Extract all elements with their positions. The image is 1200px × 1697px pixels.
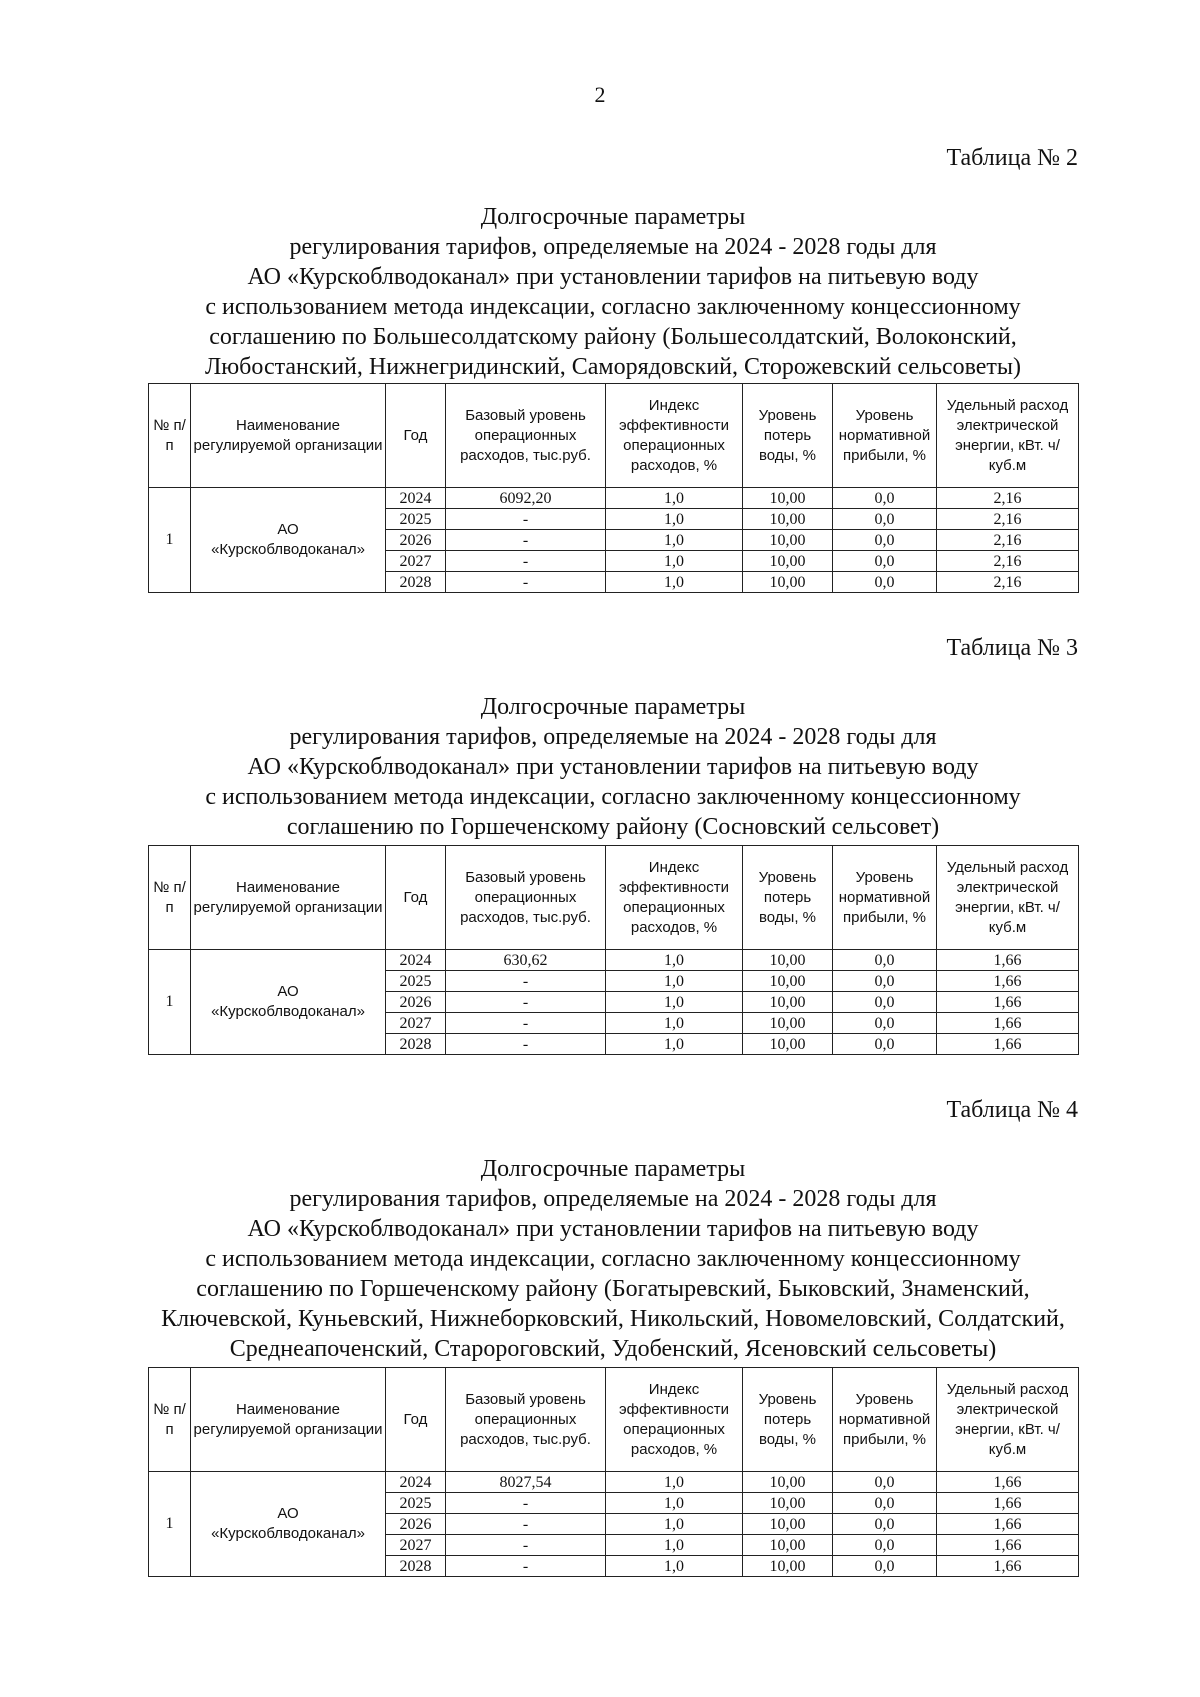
index-cell: 1,0 — [606, 1535, 743, 1556]
loss-cell: 10,00 — [743, 509, 833, 530]
col-header-organization: Наименование регулируемой организации — [191, 1368, 386, 1472]
base-cell: - — [446, 572, 606, 593]
loss-cell: 10,00 — [743, 1535, 833, 1556]
col-header-energy: Удельный расход электрической энергии, кВт. ч/куб.м — [937, 1368, 1079, 1472]
org-line: «Курскоблводоканал» — [211, 1525, 365, 1542]
index-cell: 1,0 — [606, 1514, 743, 1535]
index-cell: 1,0 — [606, 992, 743, 1013]
year-cell: 2026 — [386, 530, 446, 551]
col-header-efficiency-index: Индекс эффективности операционных расходов, % — [606, 384, 743, 488]
index-cell: 1,0 — [606, 971, 743, 992]
page-number: 2 — [594, 82, 606, 107]
table-header-row — [149, 384, 1079, 488]
year-cell: 2028 — [386, 1034, 446, 1055]
row-number: 1 — [149, 488, 191, 593]
org-line: АО — [277, 1505, 299, 1522]
col-header-year: Год — [386, 1368, 446, 1472]
base-cell: - — [446, 1493, 606, 1514]
base-cell: - — [446, 1535, 606, 1556]
parameters-table — [148, 1367, 1079, 1577]
row-number: 1 — [149, 950, 191, 1055]
loss-cell: 10,00 — [743, 488, 833, 509]
col-header-organization: Наименование регулируемой организации — [191, 384, 386, 488]
heading-line: регулирования тарифов, определяемые на 2024 - 2028 годы для — [289, 1186, 937, 1212]
loss-cell: 10,00 — [743, 992, 833, 1013]
year-cell: 2026 — [386, 1514, 446, 1535]
heading-line: АО «Курскоблводоканал» при установлении тарифов на питьевую воду — [247, 264, 979, 290]
profit-cell: 0,0 — [833, 1535, 937, 1556]
col-header-water-loss: Уровень потерь воды, % — [743, 384, 833, 488]
index-cell: 1,0 — [606, 1493, 743, 1514]
table-heading — [98, 1154, 1128, 1364]
profit-cell: 0,0 — [833, 509, 937, 530]
profit-cell: 0,0 — [833, 1034, 937, 1055]
table-header-row — [149, 846, 1079, 950]
energy-cell: 2,16 — [937, 488, 1079, 509]
energy-cell: 2,16 — [937, 551, 1079, 572]
loss-cell: 10,00 — [743, 1556, 833, 1577]
table-label: Таблица № 4 — [946, 1097, 1078, 1123]
year-cell: 2027 — [386, 1535, 446, 1556]
loss-cell: 10,00 — [743, 530, 833, 551]
energy-cell: 2,16 — [937, 572, 1079, 593]
year-cell: 2025 — [386, 971, 446, 992]
table-label: Таблица № 3 — [946, 635, 1078, 661]
year-cell: 2024 — [386, 488, 446, 509]
organization-name — [191, 488, 386, 593]
year-cell: 2026 — [386, 992, 446, 1013]
heading-line: АО «Курскоблводоканал» при установлении тарифов на питьевую воду — [247, 1216, 979, 1242]
index-cell: 1,0 — [606, 1013, 743, 1034]
col-header-year: Год — [386, 384, 446, 488]
base-cell: 6092,20 — [446, 488, 606, 509]
energy-cell: 2,16 — [937, 530, 1079, 551]
base-cell: - — [446, 530, 606, 551]
col-header-profit: Уровень нормативной прибыли, % — [833, 846, 937, 950]
loss-cell: 10,00 — [743, 950, 833, 971]
heading-line: Среднеапоченский, Старороговский, Удобенский, Ясеновский сельсоветы) — [229, 1336, 997, 1362]
energy-cell: 1,66 — [937, 1535, 1079, 1556]
profit-cell: 0,0 — [833, 530, 937, 551]
energy-cell: 2,16 — [937, 509, 1079, 530]
base-cell: - — [446, 1514, 606, 1535]
profit-cell: 0,0 — [833, 1556, 937, 1577]
index-cell: 1,0 — [606, 1472, 743, 1493]
parameters-table — [148, 383, 1079, 593]
table-heading — [138, 202, 1088, 382]
energy-cell: 1,66 — [937, 950, 1079, 971]
profit-cell: 0,0 — [833, 950, 937, 971]
org-line: «Курскоблводоканал» — [211, 541, 365, 558]
base-cell: - — [446, 971, 606, 992]
base-cell: - — [446, 551, 606, 572]
energy-cell: 1,66 — [937, 1493, 1079, 1514]
year-cell: 2027 — [386, 1013, 446, 1034]
profit-cell: 0,0 — [833, 572, 937, 593]
col-header-base-opex: Базовый уровень операционных расходов, тыс.руб. — [446, 1368, 606, 1472]
col-header-number: № п/п — [149, 846, 191, 950]
col-header-profit: Уровень нормативной прибыли, % — [833, 384, 937, 488]
index-cell: 1,0 — [606, 1034, 743, 1055]
energy-cell: 1,66 — [937, 992, 1079, 1013]
loss-cell: 10,00 — [743, 1013, 833, 1034]
year-cell: 2028 — [386, 1556, 446, 1577]
energy-cell: 1,66 — [937, 1013, 1079, 1034]
table-row — [149, 1472, 1079, 1493]
heading-line: регулирования тарифов, определяемые на 2024 - 2028 годы для — [289, 234, 937, 260]
energy-cell: 1,66 — [937, 971, 1079, 992]
base-cell: - — [446, 1034, 606, 1055]
heading-line: с использованием метода индексации, согласно заключенному концессионному — [205, 1246, 1021, 1272]
profit-cell: 0,0 — [833, 1472, 937, 1493]
heading-line: Любостанский, Нижнегридинский, Саморядовский, Сторожевский сельсоветы) — [204, 354, 1022, 380]
loss-cell: 10,00 — [743, 1472, 833, 1493]
index-cell: 1,0 — [606, 530, 743, 551]
base-cell: - — [446, 1556, 606, 1577]
profit-cell: 0,0 — [833, 1493, 937, 1514]
base-cell: - — [446, 509, 606, 530]
energy-cell: 1,66 — [937, 1514, 1079, 1535]
heading-line: Долгосрочные параметры — [480, 1156, 746, 1182]
year-cell: 2025 — [386, 1493, 446, 1514]
index-cell: 1,0 — [606, 551, 743, 572]
heading-line: Ключевской, Куньевский, Нижнеборковский, Никольский, Новомеловский, Солдатский, — [161, 1306, 1065, 1332]
base-cell: - — [446, 1013, 606, 1034]
year-cell: 2024 — [386, 1472, 446, 1493]
col-header-energy: Удельный расход электрической энергии, кВт. ч/куб.м — [937, 846, 1079, 950]
table-label: Таблица № 2 — [946, 145, 1078, 171]
heading-line: соглашению по Горшеченскому району (Сосновский сельсовет) — [286, 814, 940, 840]
organization-name — [191, 950, 386, 1055]
profit-cell: 0,0 — [833, 488, 937, 509]
energy-cell: 1,66 — [937, 1034, 1079, 1055]
index-cell: 1,0 — [606, 488, 743, 509]
profit-cell: 0,0 — [833, 992, 937, 1013]
base-cell: 630,62 — [446, 950, 606, 971]
heading-line: АО «Курскоблводоканал» при установлении тарифов на питьевую воду — [247, 754, 979, 780]
organization-name — [191, 1472, 386, 1577]
heading-line: соглашению по Большесолдатскому району (Большесолдатский, Волоконский, — [209, 324, 1017, 350]
col-header-year: Год — [386, 846, 446, 950]
loss-cell: 10,00 — [743, 1493, 833, 1514]
col-header-base-opex: Базовый уровень операционных расходов, тыс.руб. — [446, 846, 606, 950]
heading-line: с использованием метода индексации, согласно заключенному концессионному — [205, 294, 1021, 320]
col-header-efficiency-index: Индекс эффективности операционных расходов, % — [606, 1368, 743, 1472]
table-row — [149, 488, 1079, 509]
year-cell: 2025 — [386, 509, 446, 530]
col-header-profit: Уровень нормативной прибыли, % — [833, 1368, 937, 1472]
loss-cell: 10,00 — [743, 971, 833, 992]
table-heading — [138, 692, 1088, 842]
col-header-water-loss: Уровень потерь воды, % — [743, 846, 833, 950]
org-line: «Курскоблводоканал» — [211, 1003, 365, 1020]
loss-cell: 10,00 — [743, 1034, 833, 1055]
index-cell: 1,0 — [606, 950, 743, 971]
heading-line: Долгосрочные параметры — [480, 694, 746, 720]
profit-cell: 0,0 — [833, 1013, 937, 1034]
row-number: 1 — [149, 1472, 191, 1577]
energy-cell: 1,66 — [937, 1472, 1079, 1493]
base-cell: - — [446, 992, 606, 1013]
heading-line: соглашению по Горшеченскому району (Богатыревский, Быковский, Знаменский, — [196, 1276, 1030, 1302]
heading-line: Долгосрочные параметры — [480, 204, 746, 230]
col-header-energy: Удельный расход электрической энергии, кВт. ч/куб.м — [937, 384, 1079, 488]
col-header-water-loss: Уровень потерь воды, % — [743, 1368, 833, 1472]
loss-cell: 10,00 — [743, 551, 833, 572]
index-cell: 1,0 — [606, 1556, 743, 1577]
energy-cell: 1,66 — [937, 1556, 1079, 1577]
index-cell: 1,0 — [606, 572, 743, 593]
profit-cell: 0,0 — [833, 1514, 937, 1535]
profit-cell: 0,0 — [833, 971, 937, 992]
base-cell: 8027,54 — [446, 1472, 606, 1493]
org-line: АО — [277, 983, 299, 1000]
table-row — [149, 950, 1079, 971]
loss-cell: 10,00 — [743, 1514, 833, 1535]
table-header-row — [149, 1368, 1079, 1472]
index-cell: 1,0 — [606, 509, 743, 530]
heading-line: регулирования тарифов, определяемые на 2024 - 2028 годы для — [289, 724, 937, 750]
col-header-efficiency-index: Индекс эффективности операционных расходов, % — [606, 846, 743, 950]
col-header-number: № п/п — [149, 384, 191, 488]
col-header-number: № п/п — [149, 1368, 191, 1472]
heading-line: с использованием метода индексации, согласно заключенному концессионному — [205, 784, 1021, 810]
year-cell: 2024 — [386, 950, 446, 971]
year-cell: 2028 — [386, 572, 446, 593]
profit-cell: 0,0 — [833, 551, 937, 572]
loss-cell: 10,00 — [743, 572, 833, 593]
col-header-base-opex: Базовый уровень операционных расходов, тыс.руб. — [446, 384, 606, 488]
year-cell: 2027 — [386, 551, 446, 572]
org-line: АО — [277, 521, 299, 538]
col-header-organization: Наименование регулируемой организации — [191, 846, 386, 950]
parameters-table — [148, 845, 1079, 1055]
